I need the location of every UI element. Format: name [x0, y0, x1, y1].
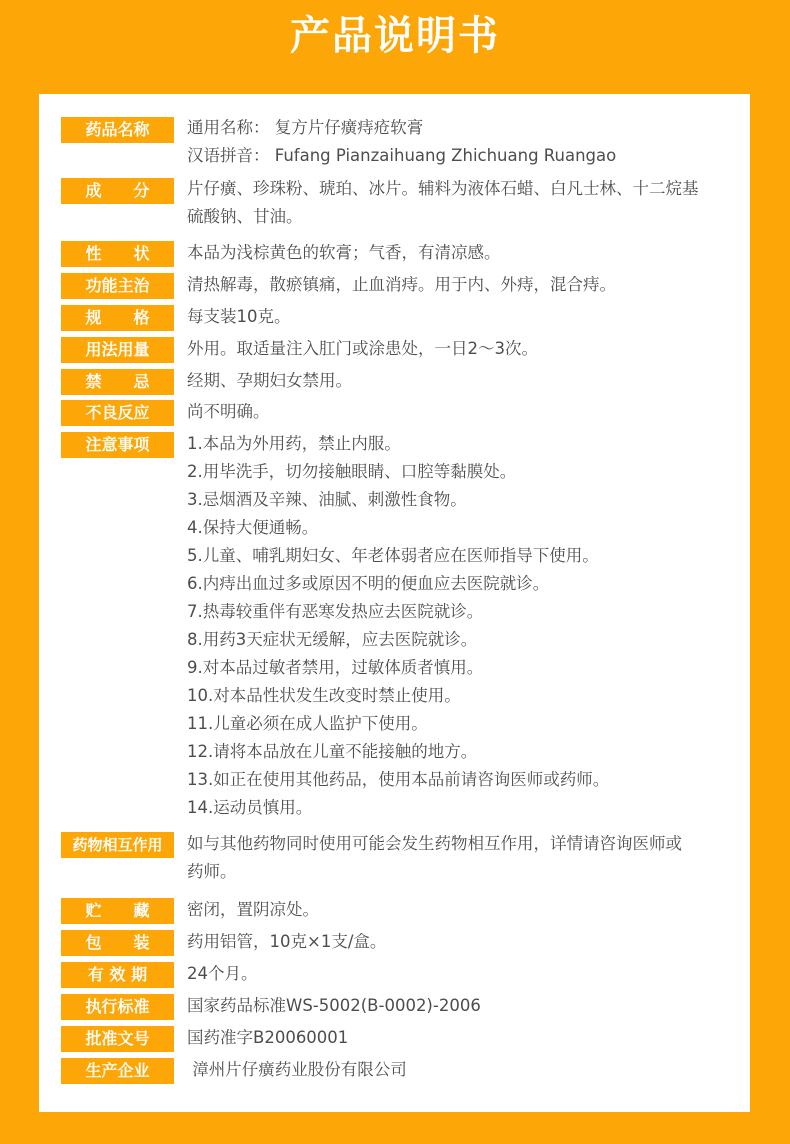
composition-line-1: 片仔癀、珍珠粉、琥珀、冰片。辅料为液体石蜡、白凡士林、十二烷基 — [187, 179, 699, 198]
value-adverse-reactions: 尚不明确。 — [187, 402, 270, 421]
generic-name-line: 通用名称： 复方片仔癀痔疮软膏 — [187, 118, 424, 137]
label-precautions: 注意事项 — [61, 432, 174, 458]
label-validity: 有 效 期 — [61, 962, 174, 988]
label-contraindications: 禁 忌 — [61, 369, 174, 395]
precaution-item: 5.儿童、哺乳期妇女、年老体弱者应在医师指导下使用。 — [187, 546, 599, 565]
interactions-line-2: 药师。 — [187, 862, 237, 881]
value-standard: 国家药品标准WS-5002(B-0002)-2006 — [187, 996, 481, 1015]
label-usage: 用法用量 — [61, 337, 174, 363]
value-indications: 清热解毒，散瘀镇痛，止血消痔。用于内、外痔，混合痔。 — [187, 275, 616, 294]
value-storage: 密闭，置阴凉处。 — [187, 900, 319, 919]
label-composition: 成 分 — [61, 178, 174, 204]
precaution-item: 12.请将本品放在儿童不能接触的地方。 — [187, 742, 478, 761]
precaution-item: 7.热毒较重伴有恶寒发热应去医院就诊。 — [187, 602, 484, 621]
value-approval-number: 国药准字B20060001 — [187, 1028, 349, 1047]
label-drug-interactions: 药物相互作用 — [61, 832, 174, 858]
value-drug-name — [187, 114, 747, 170]
precaution-item: 9.对本品过敏者禁用，过敏体质者慎用。 — [187, 658, 484, 677]
label-adverse-reactions: 不良反应 — [61, 400, 174, 426]
value-specification: 每支装10克。 — [187, 307, 291, 326]
precaution-item: 2.用毕洗手，切勿接触眼睛、口腔等黏膜处。 — [187, 462, 517, 481]
label-character: 性 状 — [61, 241, 174, 267]
precaution-item: 4.保持大便通畅。 — [187, 518, 319, 537]
label-package: 包 装 — [61, 930, 174, 956]
pinyin-line: 汉语拼音： Fufang Pianzaihuang Zhichuang Ruangao — [187, 146, 617, 165]
value-usage: 外用。取适量注入肛门或涂患处，一日2～3次。 — [187, 339, 538, 358]
label-drug-name: 药品名称 — [61, 117, 174, 143]
precaution-item: 8.用药3天症状无缓解，应去医院就诊。 — [187, 630, 478, 649]
value-composition — [187, 175, 747, 231]
page-title: 产品说明书 — [290, 13, 500, 59]
label-storage: 贮 藏 — [61, 898, 174, 924]
precaution-item: 14.运动员慎用。 — [187, 798, 313, 817]
precaution-item: 13.如正在使用其他药品，使用本品前请咨询医师或药师。 — [187, 770, 610, 789]
value-validity: 24个月。 — [187, 964, 258, 983]
value-contraindications: 经期、孕期妇女禁用。 — [187, 371, 352, 390]
label-approval-number: 批准文号 — [61, 1026, 174, 1052]
precaution-item: 6.内痔出血过多或原因不明的便血应去医院就诊。 — [187, 574, 550, 593]
label-manufacturer: 生产企业 — [61, 1058, 174, 1084]
value-package: 药用铝管，10克×1支/盒。 — [187, 932, 387, 951]
value-character: 本品为浅棕黄色的软膏；气香，有清凉感。 — [187, 243, 501, 262]
value-drug-interactions — [187, 830, 747, 886]
value-precautions — [187, 430, 747, 822]
value-manufacturer: 漳州片仔癀药业股份有限公司 — [187, 1060, 407, 1079]
precaution-item: 3.忌烟酒及辛辣、油腻、刺激性食物。 — [187, 490, 467, 509]
precaution-item: 10.对本品性状发生改变时禁止使用。 — [187, 686, 461, 705]
label-indications: 功能主治 — [61, 273, 174, 299]
instruction-card — [39, 94, 750, 1112]
label-standard: 执行标准 — [61, 994, 174, 1020]
precaution-item: 11.儿童必须在成人监护下使用。 — [187, 714, 428, 733]
composition-line-2: 硫酸钠、甘油。 — [187, 207, 303, 226]
interactions-line-1: 如与其他药物同时使用可能会发生药物相互作用，详情请咨询医师或 — [187, 834, 682, 853]
label-specification: 规 格 — [61, 305, 174, 331]
precaution-item: 1.本品为外用药，禁止内服。 — [187, 434, 401, 453]
